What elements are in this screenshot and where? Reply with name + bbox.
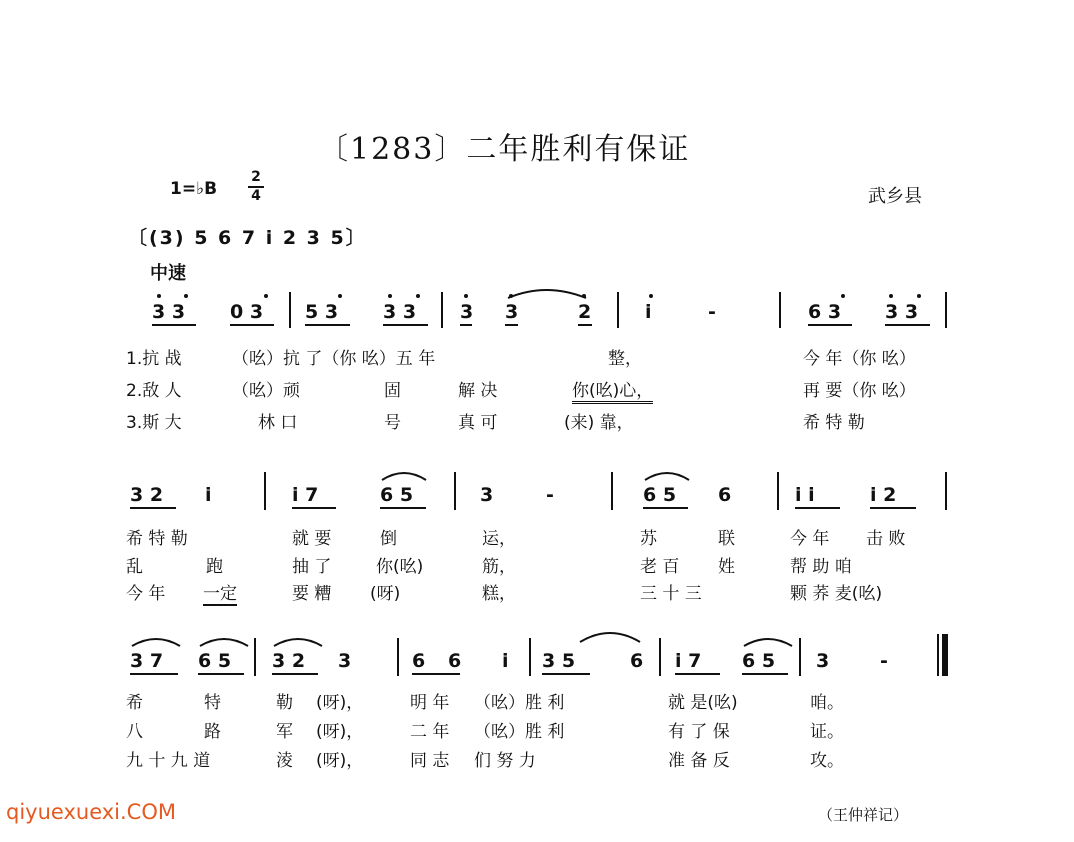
note-group: 0 3 xyxy=(230,301,264,323)
octave-dot xyxy=(464,294,468,298)
lyric: 跑 xyxy=(206,557,223,577)
note-group: 6 xyxy=(412,650,426,672)
note-group: i 2 xyxy=(870,484,897,506)
lyric: 今 年 xyxy=(126,584,166,604)
lyric: 就 要 xyxy=(292,529,332,549)
lyric: 同 志 xyxy=(410,751,450,771)
octave-dot xyxy=(917,294,921,298)
note-group: 6 xyxy=(630,650,644,672)
lyric: 证。 xyxy=(810,722,844,742)
note-group: 3 5 xyxy=(542,650,576,672)
lyric: 倒 xyxy=(380,529,397,549)
tempo-marking: 中速 xyxy=(150,263,186,284)
lyric: 运， xyxy=(482,529,516,549)
lyric: 糕， xyxy=(482,584,516,604)
lyric: 整， xyxy=(608,349,642,369)
final-barline-thick xyxy=(942,634,948,676)
transcriber-credit: （王仲祥记） xyxy=(818,806,909,824)
lyric: 希 特 勒 xyxy=(126,529,188,549)
lyric: 明 年 xyxy=(410,693,450,713)
lyric: 有 了 保 xyxy=(668,722,730,742)
lyric: (来) 靠， xyxy=(564,413,634,433)
octave-dot xyxy=(157,294,161,298)
lyric: 今 年 xyxy=(790,529,830,549)
lyric: 淩 xyxy=(276,751,293,771)
lyric: 勒 xyxy=(276,693,293,713)
lyric: 再 要（你 吆） xyxy=(803,381,916,401)
slur xyxy=(744,639,792,646)
site-watermark: qiyuexuexi.COM xyxy=(6,800,176,824)
lyric: 们 努 力 xyxy=(474,751,536,771)
note-group: 6 5 xyxy=(643,484,677,506)
lyric: (呀)， xyxy=(316,722,364,742)
octave-dot xyxy=(338,294,342,298)
note-group: 3 7 xyxy=(130,650,164,672)
note-group: 3 xyxy=(338,650,352,672)
intro-phrase: 〔(3) 5 6 7 i 2 3 5〕 xyxy=(128,227,367,249)
note-group: 3 2 xyxy=(272,650,306,672)
lyric: 帮 助 咱 xyxy=(790,557,852,577)
region-label: 武乡县 xyxy=(868,186,922,207)
octave-dot xyxy=(889,294,893,298)
note-group: i 7 xyxy=(292,484,319,506)
lyric: （吆）胜 利 xyxy=(474,722,565,742)
note-group: 3 xyxy=(816,650,830,672)
slur xyxy=(645,473,689,480)
note-group: 6 5 xyxy=(198,650,232,672)
note-group: i xyxy=(205,484,212,506)
lyric: 姓 xyxy=(718,557,735,577)
note-group: 5 3 xyxy=(305,301,339,323)
time-bottom: 4 xyxy=(251,188,261,204)
lyric: 八 xyxy=(126,722,143,742)
note-group: i i xyxy=(795,484,815,506)
slur xyxy=(508,290,586,298)
note-group: 3 3 xyxy=(383,301,417,323)
note-group: i 7 xyxy=(675,650,702,672)
lyric: 你(吆) xyxy=(376,557,424,577)
note-group: 6 5 xyxy=(380,484,414,506)
octave-dot xyxy=(416,294,420,298)
lyric: 林 口 xyxy=(258,413,298,433)
note-group: - xyxy=(546,484,554,506)
note-group: 2 xyxy=(578,301,592,323)
lyric: 要 糟 xyxy=(292,584,332,604)
lyric: 3.斯 大 xyxy=(126,413,182,433)
lyric: 三 十 三 xyxy=(640,584,702,604)
lyric: (呀)， xyxy=(316,751,364,771)
lyric: 准 备 反 xyxy=(668,751,730,771)
lyric: (呀) xyxy=(370,584,401,604)
octave-dot xyxy=(509,294,513,298)
lyric: 二 年 xyxy=(410,722,450,742)
note-group: - xyxy=(708,301,716,323)
lyric: 九 十 九 道 xyxy=(126,751,211,771)
lyric: 希 xyxy=(126,693,143,713)
note-group: 3 xyxy=(480,484,494,506)
octave-dot xyxy=(388,294,392,298)
lyric: 解 决 xyxy=(458,381,498,401)
note-group: 3 3 xyxy=(885,301,919,323)
lyric: 联 xyxy=(718,529,735,549)
lyric: 抽 了 xyxy=(292,557,332,577)
note-group: 3 xyxy=(460,301,474,323)
lyric: 真 可 xyxy=(458,413,498,433)
lyric: 就 是(吆) xyxy=(668,693,738,713)
lyric: 乱 xyxy=(126,557,143,577)
lyric: 颗 荞 麦(吆) xyxy=(790,584,883,604)
lyric: 老 百 xyxy=(640,557,680,577)
lyric: 今 年（你 吆） xyxy=(803,349,916,369)
lyric: (呀)， xyxy=(316,693,364,713)
lyric: 苏 xyxy=(640,529,657,549)
lyric: 击 败 xyxy=(866,529,906,549)
note-group: 3 xyxy=(505,301,519,323)
lyric: （吆）顽 xyxy=(232,381,300,401)
note-group: i xyxy=(502,650,509,672)
octave-dot xyxy=(582,294,586,298)
slur xyxy=(132,639,180,646)
lyric: （吆）抗 了（你 吆）五 年 xyxy=(232,349,436,369)
note-group: 6 xyxy=(718,484,732,506)
note-group: i xyxy=(645,301,652,323)
note-group: 3 2 xyxy=(130,484,164,506)
slur xyxy=(382,473,426,480)
note-group: 3 3 xyxy=(152,301,186,323)
slur xyxy=(580,633,640,642)
slur xyxy=(200,639,248,646)
lyric: 军 xyxy=(276,722,293,742)
slur xyxy=(274,639,322,646)
lyric: 路 xyxy=(204,722,221,742)
lyric: 1.抗 战 xyxy=(126,349,182,369)
lyric: 你(吆)心， xyxy=(572,376,653,404)
lyric: 咱。 xyxy=(810,693,844,713)
note-group: - xyxy=(880,650,888,672)
lyric: 2.敌 人 xyxy=(126,381,182,401)
octave-dot xyxy=(264,294,268,298)
lyric: 固 xyxy=(384,381,401,401)
time-top: 2 xyxy=(251,169,261,185)
lyric: 一定 xyxy=(203,579,237,606)
lyric: 希 特 勒 xyxy=(803,413,865,433)
lyric: 攻。 xyxy=(810,751,844,771)
note-group: 6 3 xyxy=(808,301,842,323)
note-group: 6 5 xyxy=(742,650,776,672)
octave-dot xyxy=(841,294,845,298)
octave-dot xyxy=(184,294,188,298)
note-group: 6 xyxy=(448,650,462,672)
key-signature: 1=♭B xyxy=(170,179,218,199)
lyric: 号 xyxy=(384,413,401,433)
lyric: 筋， xyxy=(482,557,516,577)
octave-dot xyxy=(649,294,653,298)
lyric: 特 xyxy=(204,693,221,713)
lyric: （吆）胜 利 xyxy=(474,693,565,713)
song-title: 〔1283〕二年胜利有保证 xyxy=(318,132,691,167)
